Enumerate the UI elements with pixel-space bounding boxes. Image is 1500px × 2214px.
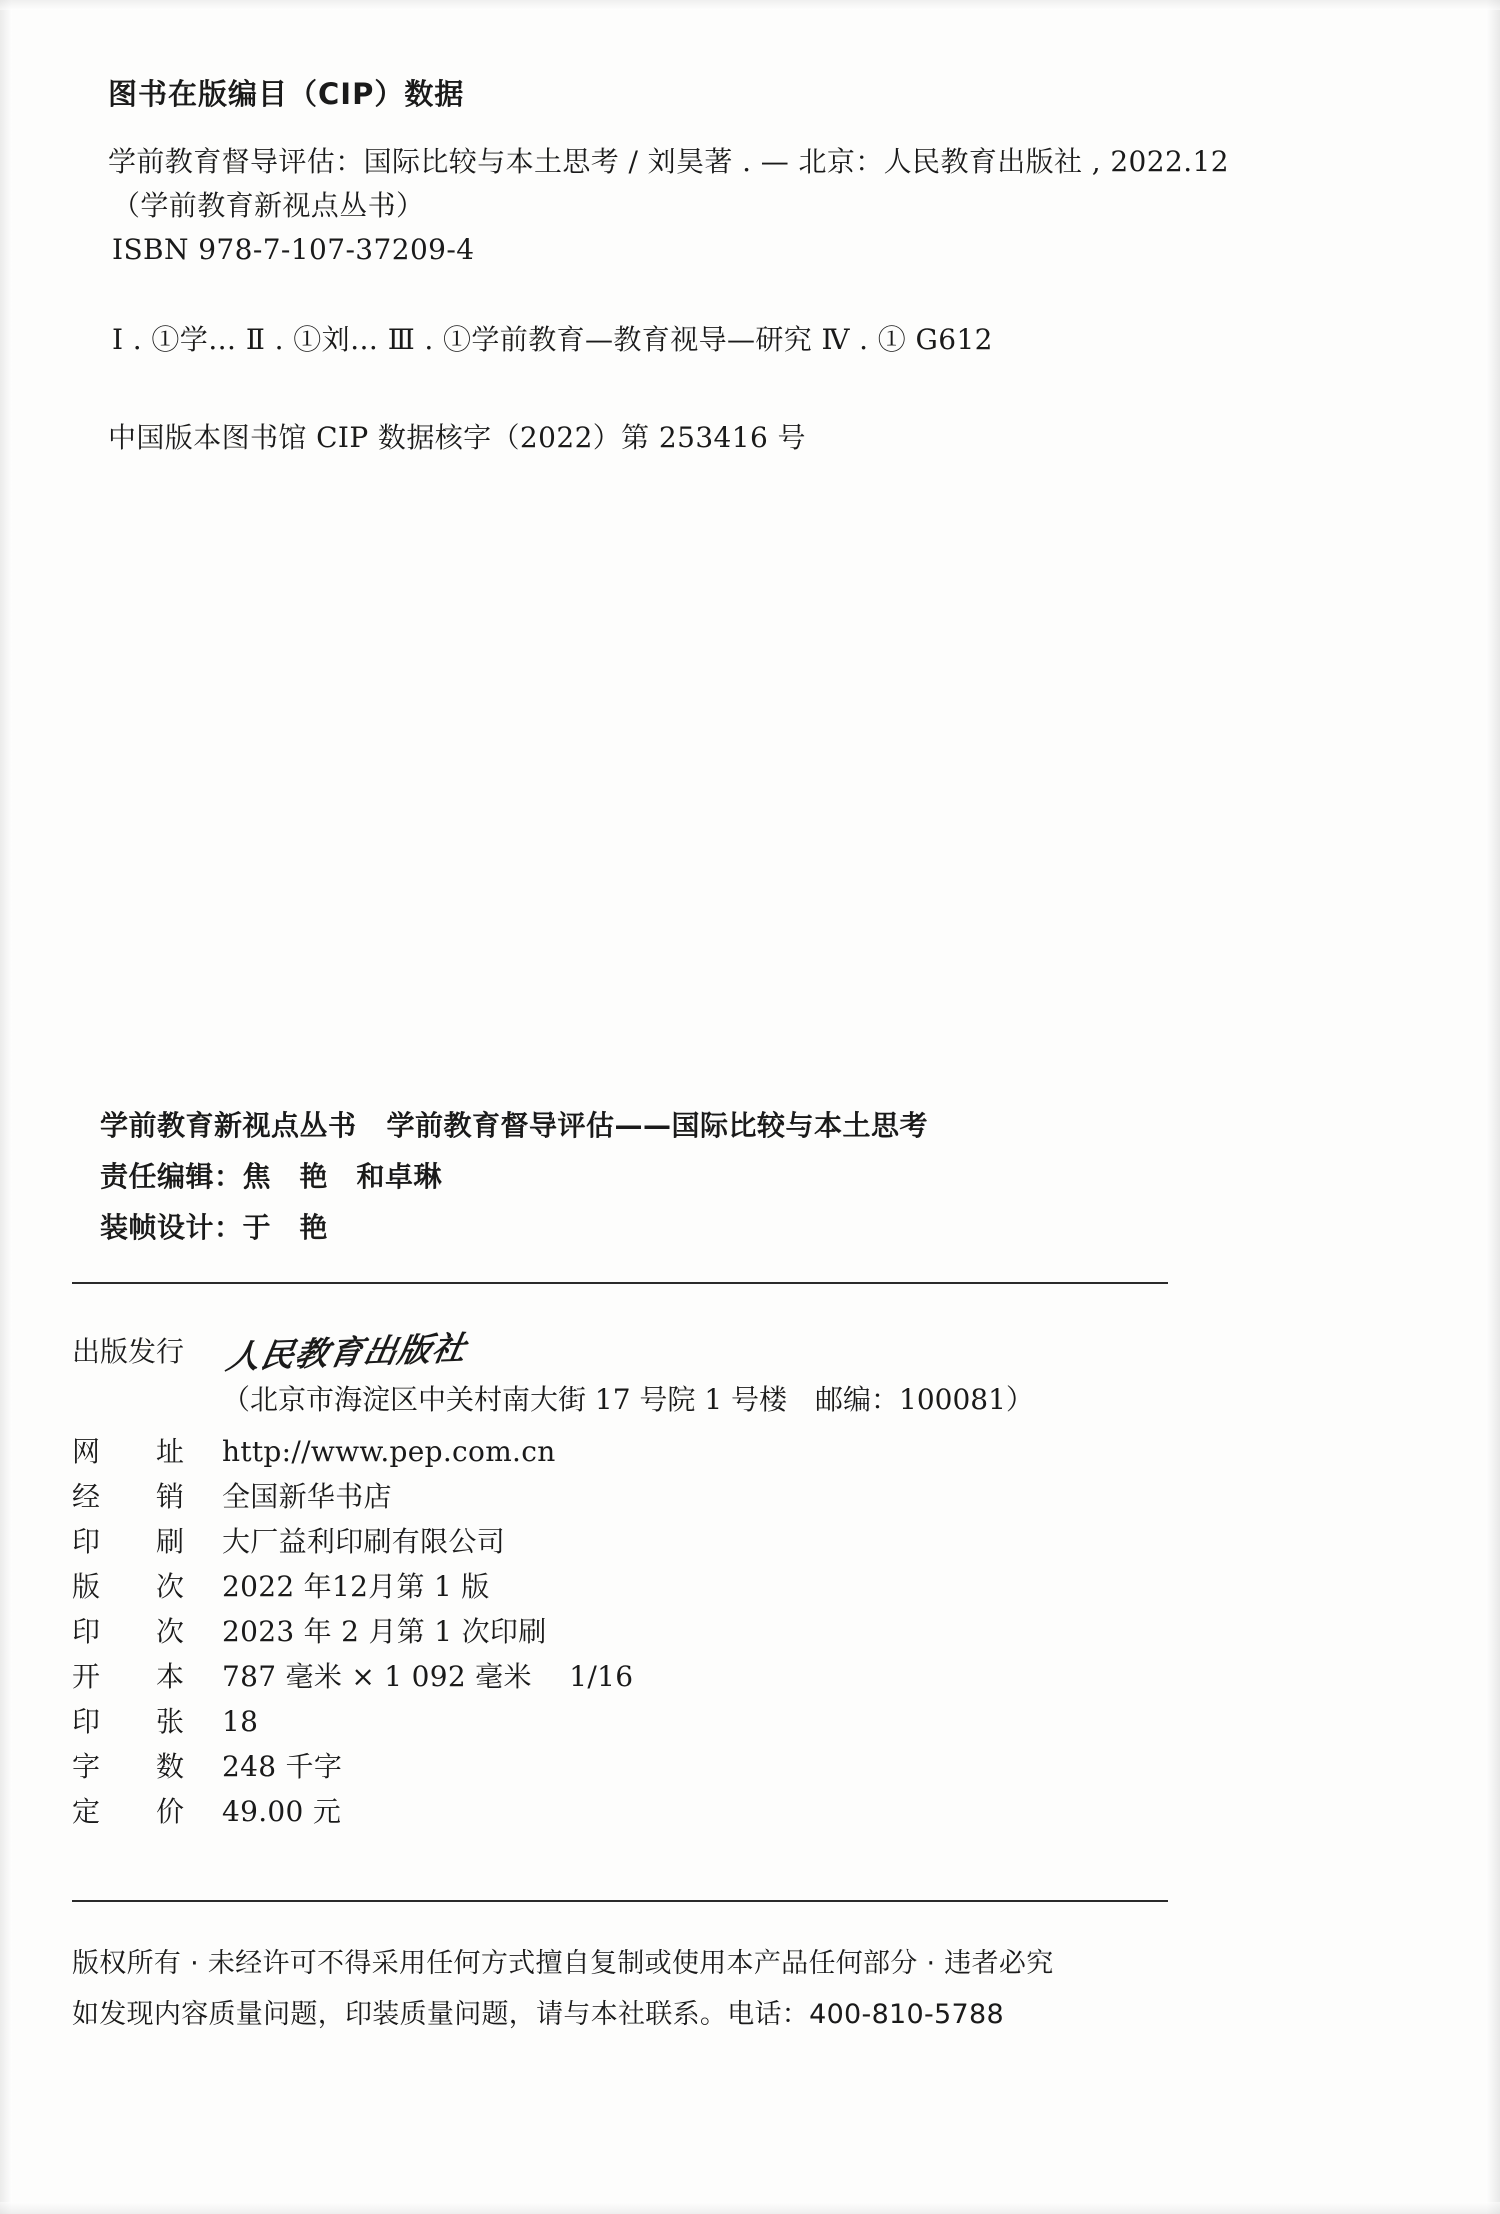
imprint-value-price: 49.00 元 — [222, 1795, 342, 1828]
cover-designer-value: 于 艳 — [242, 1211, 329, 1244]
publisher-address: （北京市海淀区中关村南大街 17 号院 1 号楼 邮编：100081） — [222, 1383, 1034, 1416]
imprint-label-printer: 印 刷 — [72, 1525, 185, 1558]
imprint-value-website: http://www.pep.com.cn — [222, 1435, 556, 1468]
imprint-row-distribution — [72, 1475, 1222, 1520]
imprint-row-wordcount — [72, 1745, 1222, 1790]
scan-edge-left — [0, 0, 12, 2214]
publisher-logo: 人民教育出版社 — [223, 1327, 470, 1376]
imprint-value-format: 787 毫米 × 1 092 毫米 1/16 — [222, 1660, 634, 1693]
scan-edge-right — [1486, 0, 1500, 2214]
cip-isbn-line: ISBN 978-7-107-37209-4 — [112, 233, 475, 266]
footer-notices — [72, 1938, 1222, 2040]
cover-designer-row — [100, 1202, 1280, 1253]
title-credits-block — [100, 1100, 1280, 1253]
divider-rule-top — [72, 1282, 1168, 1284]
cover-designer-label: 装帧设计： — [100, 1211, 243, 1244]
cip-data-block — [108, 140, 1229, 460]
copyright-notice: 版权所有 · 未经许可不得采用任何方式擅自复制或使用本产品任何部分 · 违者必究 — [72, 1948, 1054, 1979]
imprint-row-website — [72, 1430, 1222, 1475]
publisher-row — [72, 1322, 1222, 1378]
imprint-value-wordcount: 248 千字 — [222, 1750, 343, 1783]
imprint-value-sheets: 18 — [222, 1705, 259, 1738]
imprint-label-wordcount: 字 数 — [72, 1750, 185, 1783]
page-content — [72, 0, 1400, 2214]
divider-rule-bottom — [72, 1900, 1168, 1902]
publish-label: 出版发行 — [72, 1335, 185, 1368]
service-notice: 如发现内容质量问题，印装质量问题，请与本社联系。电话：400-810-5788 — [72, 1999, 1004, 2030]
imprint-row-edition — [72, 1565, 1222, 1610]
imprint-row-format — [72, 1655, 1222, 1700]
imprint-label-format: 开 本 — [72, 1660, 185, 1693]
cip-classification-line: Ⅰ . ①学… Ⅱ . ①刘… Ⅲ . ①学前教育—教育视导—研究 Ⅳ . ① G612 — [112, 323, 993, 356]
imprint-row-impression — [72, 1610, 1222, 1655]
cip-series-line: （学前教育新视点丛书） — [112, 189, 425, 222]
cip-heading: 图书在版编目（CIP）数据 — [108, 77, 465, 111]
imprint-row-price — [72, 1790, 1222, 1835]
imprint-value-impression: 2023 年 2 月第 1 次印刷 — [222, 1615, 547, 1648]
imprint-row-printer — [72, 1520, 1222, 1565]
imprint-value-printer: 大厂益利印刷有限公司 — [222, 1525, 506, 1558]
cip-registry-line: 中国版本图书馆 CIP 数据核字（2022）第 253416 号 — [108, 421, 806, 454]
imprint-label-price: 定 价 — [72, 1795, 185, 1828]
responsible-editor-value: 焦 艳 和卓琳 — [242, 1160, 443, 1193]
imprint-label-website: 网 址 — [72, 1435, 185, 1468]
imprint-label-edition: 版 次 — [72, 1570, 185, 1603]
series-name: 学前教育新视点丛书 — [100, 1109, 357, 1142]
imprint-label-distribution: 经 销 — [72, 1480, 185, 1513]
imprint-label-impression: 印 次 — [72, 1615, 185, 1648]
imprint-value-edition: 2022 年12月第 1 版 — [222, 1570, 490, 1603]
cip-title-line: 学前教育督导评估：国际比较与本土思考 / 刘昊著 . — 北京：人民教育出版社 , 2022.12 — [108, 145, 1229, 178]
imprint-block — [72, 1322, 1222, 1835]
imprint-value-distribution: 全国新华书店 — [222, 1480, 392, 1513]
imprint-row-sheets — [72, 1700, 1222, 1745]
series-title-row — [100, 1100, 1280, 1151]
book-title: 学前教育督导评估——国际比较与本土思考 — [386, 1109, 929, 1142]
responsible-editor-row — [100, 1151, 1280, 1202]
imprint-label-sheets: 印 张 — [72, 1705, 185, 1738]
responsible-editor-label: 责任编辑： — [100, 1160, 243, 1193]
